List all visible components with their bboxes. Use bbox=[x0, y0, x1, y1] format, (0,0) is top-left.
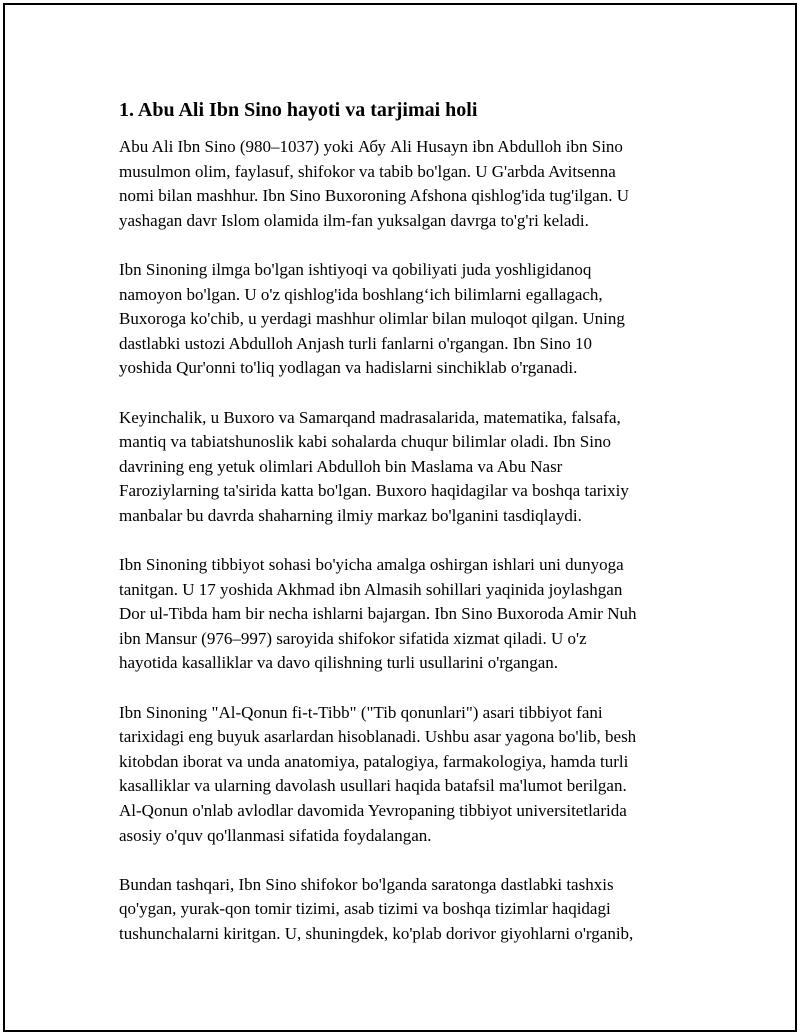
text-line: dastlabki ustozi Abdulloh Anjash turli fanlarni o'rgangan. Ibn Sino 10 bbox=[119, 333, 593, 353]
document-content bbox=[119, 97, 689, 947]
text-line: Ibn Sinoning tibbiyot sohasi bo'yicha amalga oshirgan ishlari uni dunyoga bbox=[119, 555, 624, 575]
paragraph bbox=[119, 135, 689, 233]
paragraph bbox=[119, 406, 689, 529]
text-line: Al-Qonun o'nlab avlodlar davomida Yevropaning tibbiyot universitetlarida bbox=[119, 801, 627, 821]
text-line: yoshida Qur'onni to'liq yodlagan va hadislarni sinchiklab o'rganadi. bbox=[119, 358, 578, 378]
text-line: mantiq va tabiatshunoslik kabi sohalarda chuqur bilimlar oladi. Ibn Sino bbox=[119, 432, 611, 452]
text-line: ibn Mansur (976–997) saroyida shifokor sifatida xizmat qiladi. U o'z bbox=[119, 628, 587, 648]
text-line: musulmon olim, faylasuf, shifokor va tabib bo'lgan. U G'arbda Avitsenna bbox=[119, 161, 616, 181]
paragraph bbox=[119, 873, 689, 947]
text-line: tushunchalarni kiritgan. U, shuningdek, ko'plab dorivor giyohlarni o'rganib, bbox=[119, 924, 634, 943]
text-line: namoyon bo'lgan. U o'z qishlog'ida boshlang‘ich bilimlarni egallagach, bbox=[119, 284, 603, 304]
text-line: manbalar bu davrda shaharning ilmiy markaz bo'lganini tasdiqlaydi. bbox=[119, 505, 582, 525]
section-heading: 1. Abu Ali Ibn Sino hayoti va tarjimai holi bbox=[119, 99, 478, 121]
text-line: nomi bilan mashhur. Ibn Sino Buxoroning Afshona qishlog'ida tug'ilgan. U bbox=[119, 186, 629, 206]
text-line: asosiy o'quv qo'llanmasi sifatida foydalangan. bbox=[119, 825, 432, 845]
text-line: kitobdan iborat va unda anatomiya, patalogiya, farmakologiya, hamda turli bbox=[119, 751, 629, 771]
text-line: Keyinchalik, u Buxoro va Samarqand madrasalarida, matematika, falsafa, bbox=[119, 407, 621, 427]
paragraph bbox=[119, 553, 689, 676]
text-line: Buxoroga ko'chib, u yerdagi mashhur olimlar bilan muloqot qilgan. Uning bbox=[119, 309, 625, 329]
text-line: Ibn Sinoning "Al-Qonun fi-t-Tibb" ("Tib qonunlari") asari tibbiyot fani bbox=[119, 702, 603, 722]
text-line: yashagan davr Islom olamida ilm-fan yuksalgan davrga to'g'ri keladi. bbox=[119, 210, 589, 230]
text-line: davrining eng yetuk olimlari Abdulloh bin Maslama va Abu Nasr bbox=[119, 456, 563, 476]
text-line: Ibn Sinoning ilmga bo'lgan ishtiyoqi va qobiliyati juda yoshligidanoq bbox=[119, 259, 592, 279]
text-line: Faroziylarning ta'sirida katta bo'lgan. Buxoro haqidagilar va boshqa tarixiy bbox=[119, 481, 629, 501]
text-line: Dor ul-Tibda ham bir necha ishlarni bajargan. Ibn Sino Buxoroda Amir Nuh bbox=[119, 604, 637, 624]
text-line: Bundan tashqari, Ibn Sino shifokor bo'lganda saratonga dastlabki tashxis bbox=[119, 874, 614, 894]
text-line: kasalliklar va ularning davolash usullari haqida batafsil ma'lumot berilgan. bbox=[119, 776, 627, 796]
text-line: qo'ygan, yurak-qon tomir tizimi, asab tizimi va boshqa tizimlar haqidagi bbox=[119, 899, 611, 919]
document-page bbox=[3, 3, 797, 1032]
text-line: tarixidagi eng buyuk asarlardan hisoblanadi. Ushbu asar yagona bo'lib, besh bbox=[119, 727, 637, 747]
paragraph bbox=[119, 258, 689, 381]
text-line: Abu Ali Ibn Sino (980–1037) yoki Абу Ali Husayn ibn Abdulloh ibn Sino bbox=[119, 137, 623, 156]
text-line: hayotida kasalliklar va davo qilishning turli usullarini o'rgangan. bbox=[119, 653, 558, 673]
paragraph bbox=[119, 701, 689, 849]
text-line: tanitgan. U 17 yoshida Akhmad ibn Almasih sohillari yaqinida joylashgan bbox=[119, 579, 623, 599]
